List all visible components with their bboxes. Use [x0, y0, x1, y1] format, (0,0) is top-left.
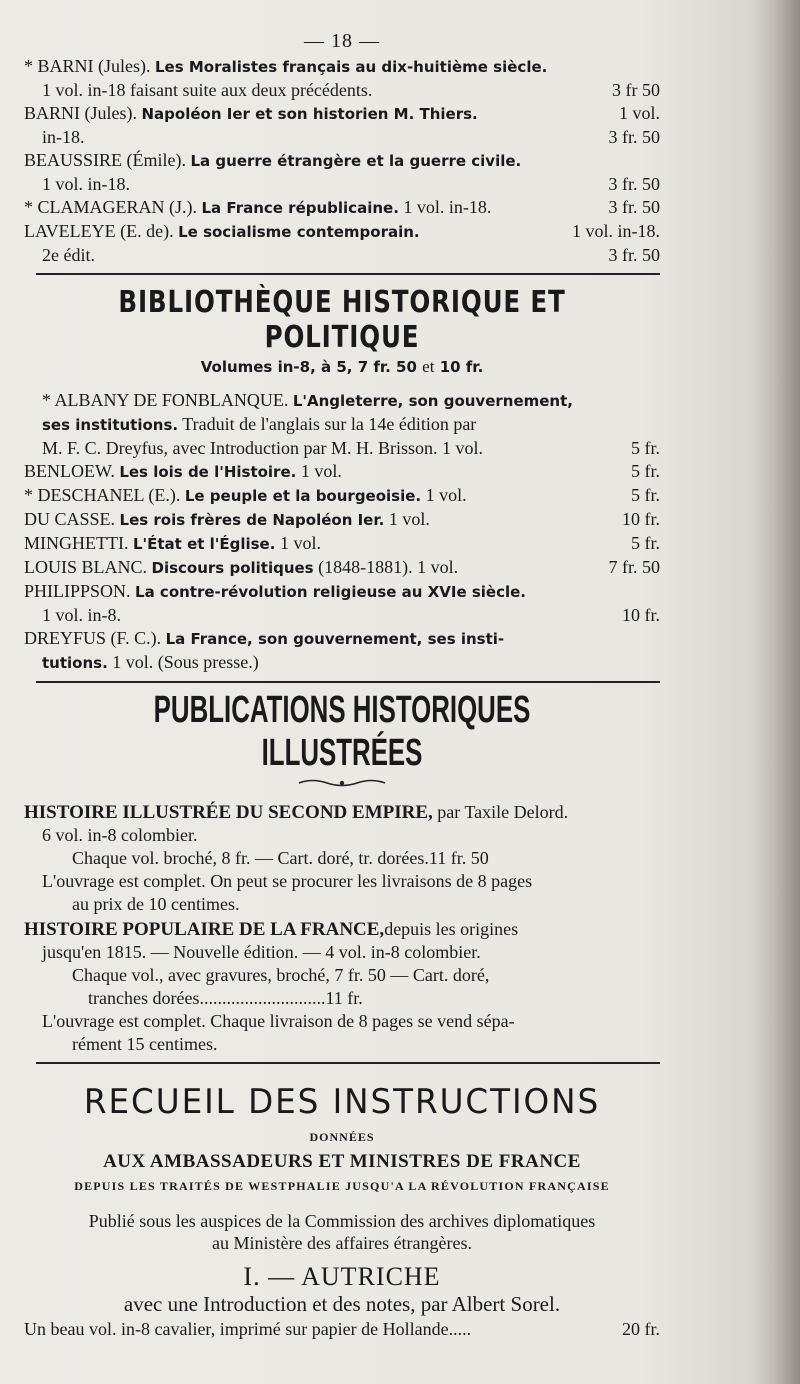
list-item: BARNI (Jules). Napoléon Ier et son historien M. Thiers. 1 vol. in-18. 3 fr. 50	[24, 103, 660, 147]
page-content	[24, 30, 660, 1340]
section-publications	[24, 689, 660, 1056]
list-item: MINGHETTI. L'État et l'Église. 1 vol. 5 fr.	[24, 533, 660, 553]
list-item: * ALBANY DE FONBLANQUE. L'Angleterre, son gouvernement, ses institutions. Traduit de l'anglais sur la 14e édition par M. F. C. Dreyfus, avec Introduction par M. H. Brisson. 1 vol. 5 fr.	[42, 390, 660, 458]
list-item: PHILIPPSON. La contre-révolution religieuse au XVIe siècle. 1 vol. in-8. 10 fr.	[24, 581, 660, 625]
section-bibliotheque	[24, 285, 660, 675]
page-number: — 18 —	[304, 30, 380, 52]
list-item: * CLAMAGERAN (J.). La France républicaine. 1 vol. in-18. 3 fr. 50	[24, 197, 660, 217]
list-item: Un beau vol. in-8 cavalier, imprimé sur papier de Hollande..... 20 fr.	[24, 1319, 660, 1339]
section-heading: RECUEIL DES INSTRUCTIONS	[83, 1082, 601, 1122]
list-item: LOUIS BLANC. Discours politiques (1848-1881). 1 vol. 7 fr. 50	[24, 557, 660, 577]
divider	[36, 1062, 660, 1064]
list-item: DREYFUS (F. C.). La France, son gouvernement, ses insti- tutions. 1 vol. (Sous presse.)	[24, 628, 505, 672]
divider	[36, 273, 660, 275]
book-gutter-shadow	[772, 0, 800, 1384]
list-item: * DESCHANEL (E.). Le peuple et la bourgeoisie. 1 vol. 5 fr.	[24, 485, 660, 505]
list-item: LAVELEYE (E. de). Le socialisme contemporain. 1 vol. in-18. 2e édit. 3 fr. 50	[24, 221, 660, 265]
list-item: DU CASSE. Les rois frères de Napoléon Ier. 1 vol. 10 fr.	[24, 509, 660, 529]
divider	[36, 681, 660, 683]
list-item: * BARNI (Jules). Les Moralistes français au dix-huitième siècle. 1 vol. in-18 faisant suite aux deux précédents. 3 fr 50	[24, 56, 660, 100]
list-item: BENLOEW. Les lois de l'Histoire. 1 vol. 5 fr.	[24, 461, 660, 481]
list-item: HISTOIRE ILLUSTRÉE DU SECOND EMPIRE, par Taxile Delord. 6 vol. in-8 colombier. Chaque vol. broché, 8 fr. — Cart. doré, tr. dorées.11 fr. 50 L'ouvrage est complet. On peut se procurer les livraisons de 8 pages au prix de 10 centimes.	[24, 802, 569, 914]
section-recueil: RECUEIL DES INSTRUCTIONS DONNÉES AUX AMBASSADEURS ET MINISTRES DE FRANCE DEPUIS LES TRAITÉS DE WESTPHALIE JUSQU'A LA RÉVOLUTION FRANÇAISE Publié sous les auspices de la Commission des archives diplomatiques au Ministère des affaires étrangères. I. — AUTRICHE avec une Introduction et des notes, par Albert Sorel. Un beau vol. in-8 cavalier, imprimé sur papier de Hollande..... 20 fr.	[24, 1082, 660, 1339]
list-item: HISTOIRE POPULAIRE DE LA FRANCE,depuis les origines jusqu'en 1815. — Nouvelle édition. — 4 vol. in-8 colombier. Chaque vol., avec gravures, broché, 7 fr. 50 — Cart. doré, tranches dorées............................11 fr. L'ouvrage est complet. Chaque livraison de 8 pages se vend sépa- rément 15 centimes.	[24, 919, 519, 1054]
list-item: BEAUSSIRE (Émile). La guerre étrangère et la guerre civile. 1 vol. in-18. 3 fr. 50	[24, 150, 660, 194]
ornament-icon	[24, 775, 660, 793]
section-subheading: Volumes in-8, à 5, 7 fr. 50 et 10 fr.	[200, 357, 484, 376]
section-heading: BIBLIOTHÈQUE HISTORIQUE ET POLITIQUE	[118, 285, 566, 355]
section-heading: PUBLICATIONS HISTORIQUES ILLUSTRÉES	[153, 689, 531, 774]
section-top-entries	[24, 55, 660, 267]
